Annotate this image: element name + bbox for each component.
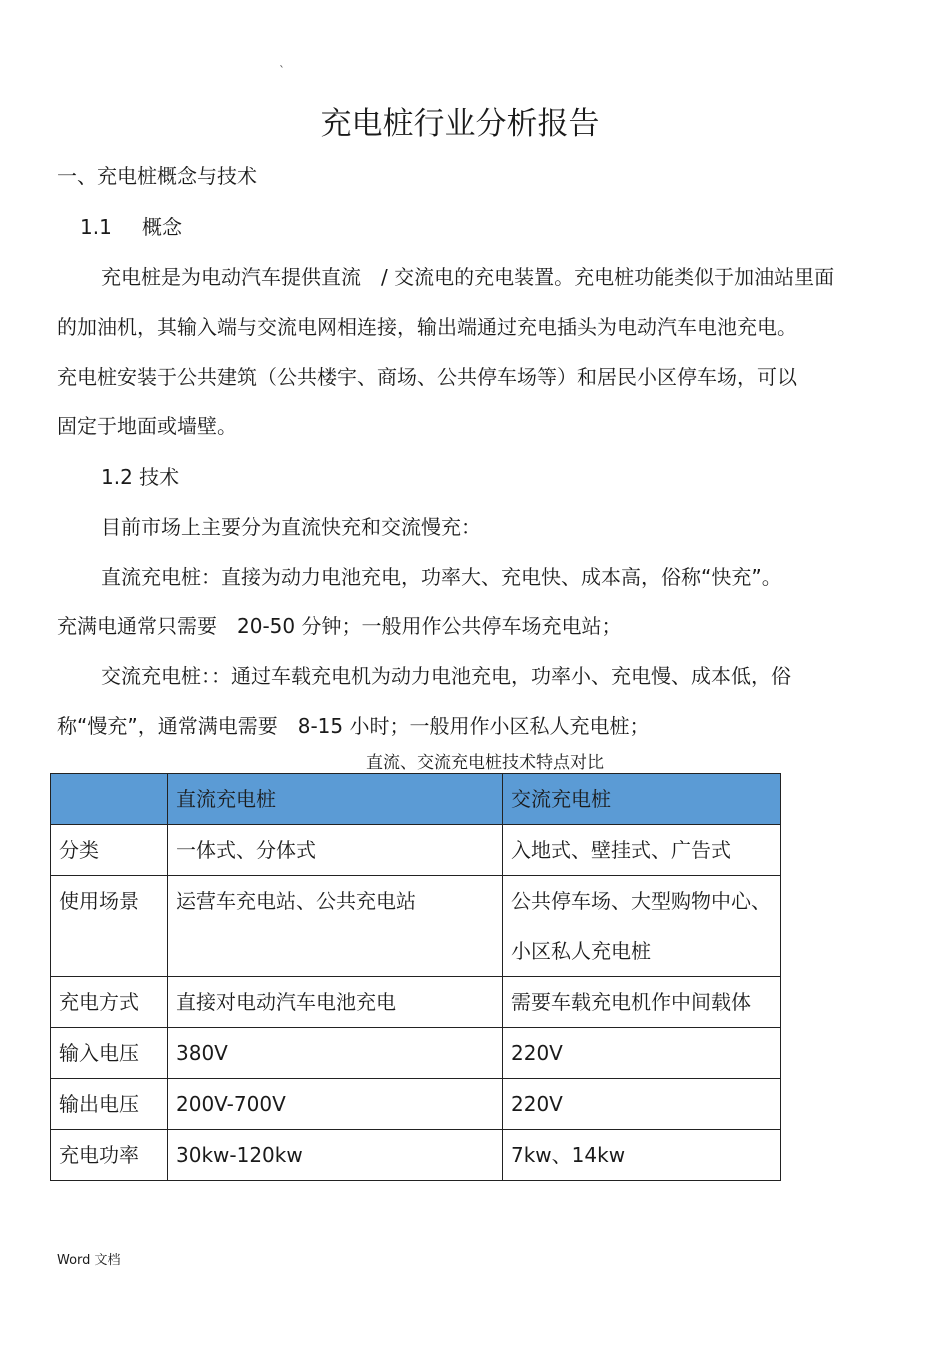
subsection-label: 概念 xyxy=(142,215,182,239)
paragraph-line: 直流充电桩：直接为动力电池充电，功率大、充电快、成本高，俗称“快充”。 xyxy=(101,565,782,589)
table-cell: 7kw、14kw xyxy=(503,1130,781,1181)
document-title: 充电桩行业分析报告 xyxy=(320,106,600,142)
subsection-number: 1.1 xyxy=(80,215,112,239)
top-mark: ` xyxy=(279,64,285,78)
table-cell: 380V xyxy=(168,1028,503,1079)
table-cell: 使用场景 xyxy=(51,876,168,977)
table-header-cell xyxy=(51,774,168,825)
table-caption: 直流、交流充电桩技术特点对比 xyxy=(366,753,604,773)
table-cell: 输出电压 xyxy=(51,1079,168,1130)
paragraph-line: 充电桩安装于公共建筑（公共楼宇、商场、公共停车场等）和居民小区停车场，可以 xyxy=(57,365,797,389)
paragraph-line: 目前市场上主要分为直流快充和交流慢充： xyxy=(101,515,481,539)
paragraph-line: 充满电通常只需要 20-50 分钟；一般用作公共停车场充电站； xyxy=(57,614,622,638)
table-row xyxy=(51,876,781,977)
table-cell: 入地式、壁挂式、广告式 xyxy=(503,825,781,876)
table-row xyxy=(51,825,781,876)
subsection-heading-technology: 1.2 技术 xyxy=(101,465,180,489)
subsection-heading-concept xyxy=(80,211,182,240)
footer-label: Word 文档 xyxy=(57,1253,121,1268)
table-header-cell: 直流充电桩 xyxy=(168,774,503,825)
table-cell xyxy=(503,977,781,1028)
table-row xyxy=(51,977,781,1028)
paragraph-line: 称“慢充”，通常满电需要 8-15 小时；一般用作小区私人充电桩； xyxy=(57,714,650,738)
section-heading: 一、充电桩概念与技术 xyxy=(57,164,257,188)
paragraph-line: 交流充电桩：：通过车载充电机为动力电池充电，功率小、充电慢、成本低，俗 xyxy=(101,664,791,688)
comparison-table xyxy=(50,773,781,1181)
table-cell-text: 需要车载充电机作中间载体 xyxy=(511,990,751,1014)
table-cell: 输入电压 xyxy=(51,1028,168,1079)
table-cell: 200V-700V xyxy=(168,1079,503,1130)
table-cell: 运营车充电站、公共充电站 xyxy=(168,876,503,977)
table-row xyxy=(51,1079,781,1130)
table-cell-text: 公共停车场、大型购物中心、小区私人充电桩 xyxy=(511,889,771,963)
paragraph-line: 的加油机，其输入端与交流电网相连接，输出端通过充电插头为电动汽车电池充电。 xyxy=(57,315,797,339)
table-header-row xyxy=(51,774,781,825)
table-cell: 分类 xyxy=(51,825,168,876)
table-row xyxy=(51,1130,781,1181)
table-cell: 220V xyxy=(503,1079,781,1130)
table-cell xyxy=(503,876,781,977)
table-cell: 充电方式 xyxy=(51,977,168,1028)
table-cell: 一体式、分体式 xyxy=(168,825,503,876)
table-header-cell: 交流充电桩 xyxy=(503,774,781,825)
table-cell: 充电功率 xyxy=(51,1130,168,1181)
paragraph-line: 充电桩是为电动汽车提供直流 / 交流电的充电装置。充电桩功能类似于加油站里面 xyxy=(101,265,835,289)
paragraph-line: 固定于地面或墙壁。 xyxy=(57,414,237,438)
table-cell: 220V xyxy=(503,1028,781,1079)
table-row xyxy=(51,1028,781,1079)
table-cell: 30kw-120kw xyxy=(168,1130,503,1181)
table-cell: 直接对电动汽车电池充电 xyxy=(168,977,503,1028)
